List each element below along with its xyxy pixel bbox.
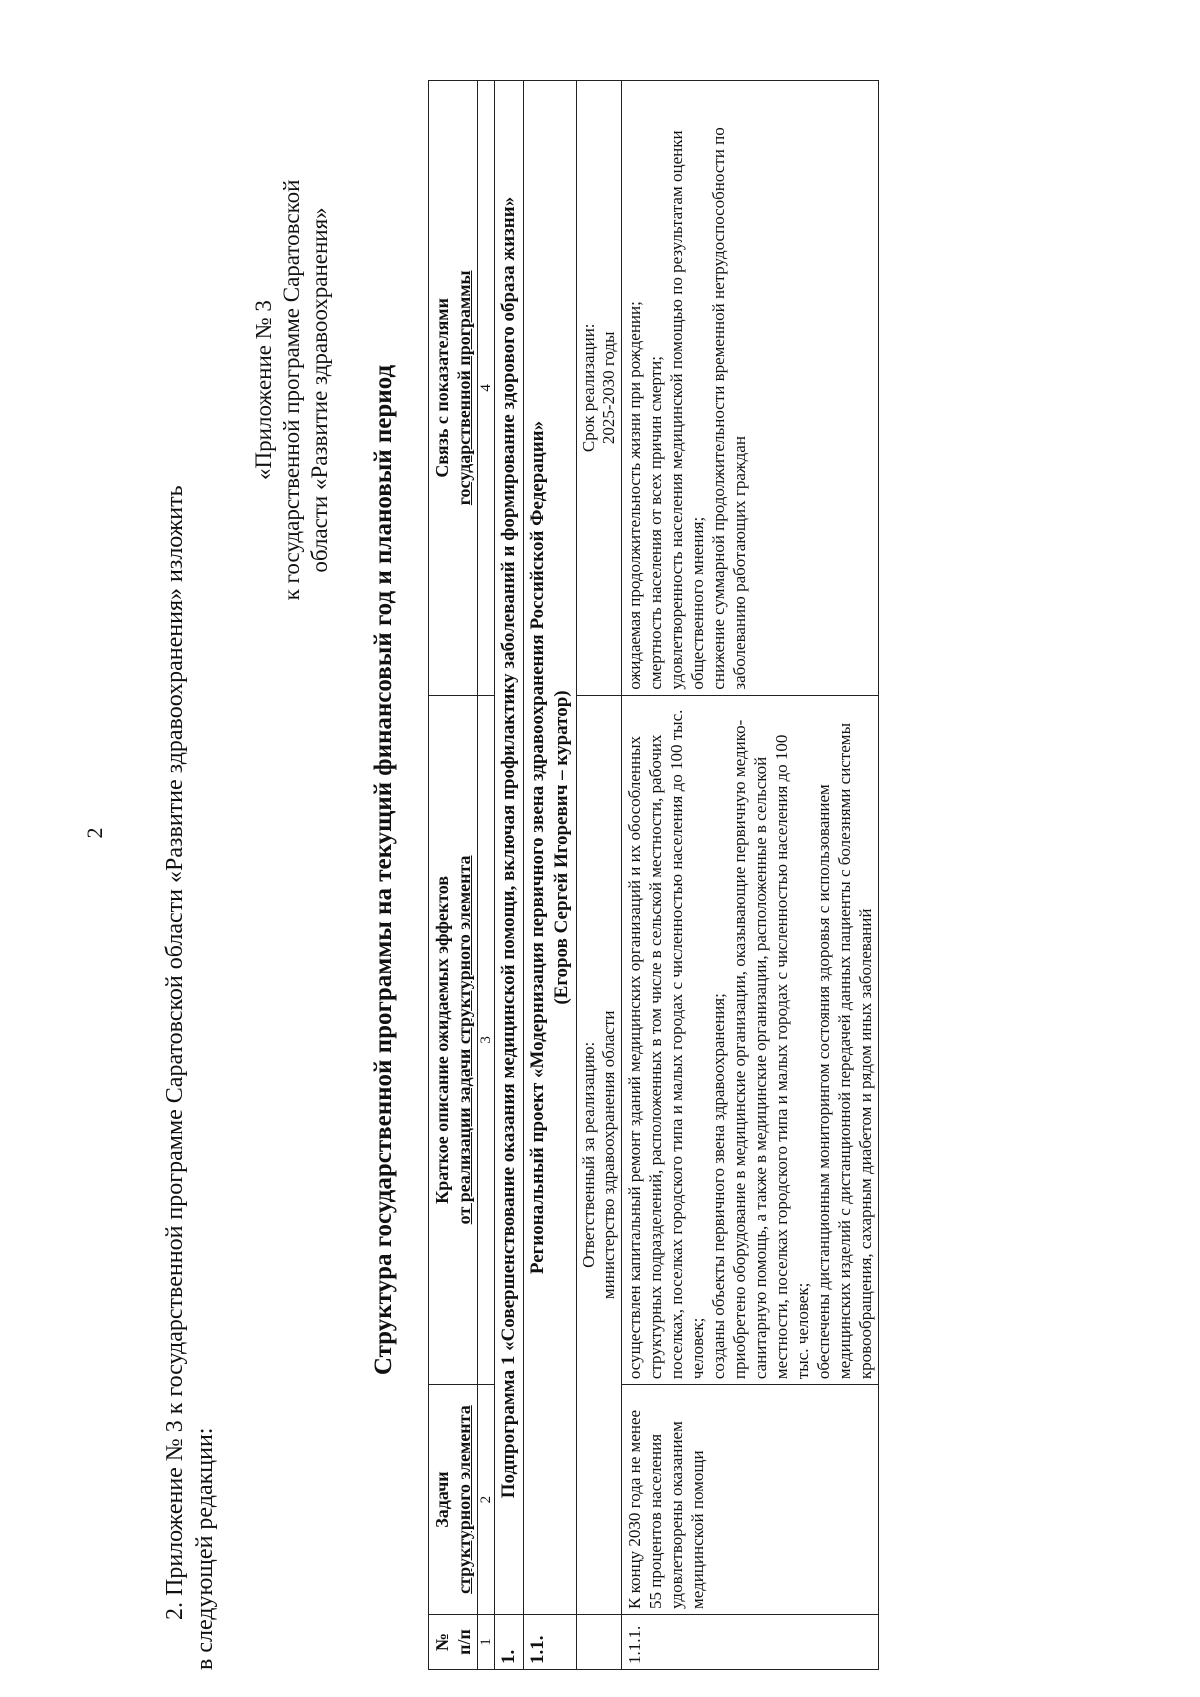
term-value: 2025-2030 годы xyxy=(599,331,618,445)
term-label: Срок реализации: xyxy=(579,323,598,453)
project-title-line-1: Региональный проект «Модернизация первичного звена здравоохранения Российской Федерации» xyxy=(527,420,548,1275)
col-number-3: 3 xyxy=(478,695,495,1385)
col-number-2: 2 xyxy=(478,1385,495,1615)
row-number: 1.1.1. xyxy=(622,1615,879,1670)
header-number: № п/п xyxy=(429,1615,478,1670)
column-number-row xyxy=(478,81,495,1670)
project-number: 1.1. xyxy=(524,1615,577,1670)
intro-line-1: 2. Приложение № 3 к государственной программе Саратовской области «Развитие здравоохранения» изложить xyxy=(162,485,188,1620)
intro-line-2: в следующей редакции: xyxy=(192,1427,218,1670)
subprogram-number: 1. xyxy=(495,1615,524,1670)
document-title: Структура государственной программы на текущий финансовый год и плановый период xyxy=(370,364,397,1376)
project-curator: (Егоров Сергей Игоревич – куратор) xyxy=(551,690,572,1005)
appendix-line-2: к государственной программе Саратовской xyxy=(279,179,304,601)
term-cell xyxy=(577,81,622,696)
rotated-page-content xyxy=(160,70,1200,1670)
appendix-header xyxy=(250,130,334,650)
row-effects xyxy=(622,695,879,1385)
appendix-line-1: «Приложение № 3 xyxy=(251,300,276,480)
header-indicators: Связь с показателями государственной программы xyxy=(429,81,478,696)
col-number-1: 1 xyxy=(478,1615,495,1670)
page-number: 2 xyxy=(82,827,107,839)
effect-item: обеспечены дистанционным мониторингом состояния здоровья с использованием медицинских изделий с дистанционной передачей данных пациенты с болезнями системы кровообращения, сахарным диабетом и рядом иных заболеваний xyxy=(814,723,875,1380)
effect-item: созданы объекты первичного звена здравоохранения; xyxy=(709,993,728,1380)
row-task: К концу 2030 года не менее 55 процентов населения удовлетворены оказанием медицинской помощи xyxy=(622,1385,879,1615)
responsible-value: министерство здравоохранения области xyxy=(599,1010,618,1300)
responsible-label: Ответственный за реализацию: xyxy=(579,1041,598,1268)
indicator-item: ожидаемая продолжительность жизни при рождении; xyxy=(625,301,644,690)
indicator-item: смертность населения от всех причин смерти; xyxy=(646,356,665,690)
indicator-item: снижение суммарной продолжительности временной нетрудоспособности по заболеванию работающих граждан xyxy=(709,127,749,690)
responsible-row xyxy=(577,81,622,1670)
responsible-empty-cell xyxy=(577,1615,622,1670)
table-row xyxy=(622,81,879,1670)
table-header-row xyxy=(429,81,478,1670)
effect-item: осуществлен капитальный ремонт зданий медицинских организаций и их обособленных структурных подразделений, расположенных в том числе в сельской местности, рабочих поселках, поселках городского типа и малых городах с численностью населения до 100 тыс. человек; xyxy=(625,709,707,1380)
appendix-line-3: области «Развитие здравоохранения» xyxy=(307,207,332,573)
responsible-cell xyxy=(577,695,622,1614)
project-row xyxy=(524,81,577,1670)
intro-paragraph xyxy=(160,70,220,1670)
subprogram-title: Подпрограмма 1 «Совершенствование оказания медицинской помощи, включая профилактику заболеваний и формирование здорового образа жизни» xyxy=(495,81,524,1615)
program-structure-table xyxy=(428,80,879,1670)
project-title xyxy=(524,81,577,1615)
subprogram-row xyxy=(495,81,524,1670)
header-task: Задачи структурного элемента xyxy=(429,1385,478,1615)
effect-item: приобретено оборудование в медицинские организации, оказывающие первичную медико-санитарную помощь, а также в медицинские организации, расположенные в сельской местности, поселках городского типа и малых городах с численностью населения до 100 тыс. человек; xyxy=(730,719,812,1380)
col-number-4: 4 xyxy=(478,81,495,696)
row-indicators xyxy=(622,81,879,696)
indicator-item: удовлетворенность населения медицинской помощью по результатам оценки общественного мнения; xyxy=(667,130,707,690)
header-effects: Краткое описание ожидаемых эффектов от реализации задачи структурного элемента xyxy=(429,695,478,1385)
